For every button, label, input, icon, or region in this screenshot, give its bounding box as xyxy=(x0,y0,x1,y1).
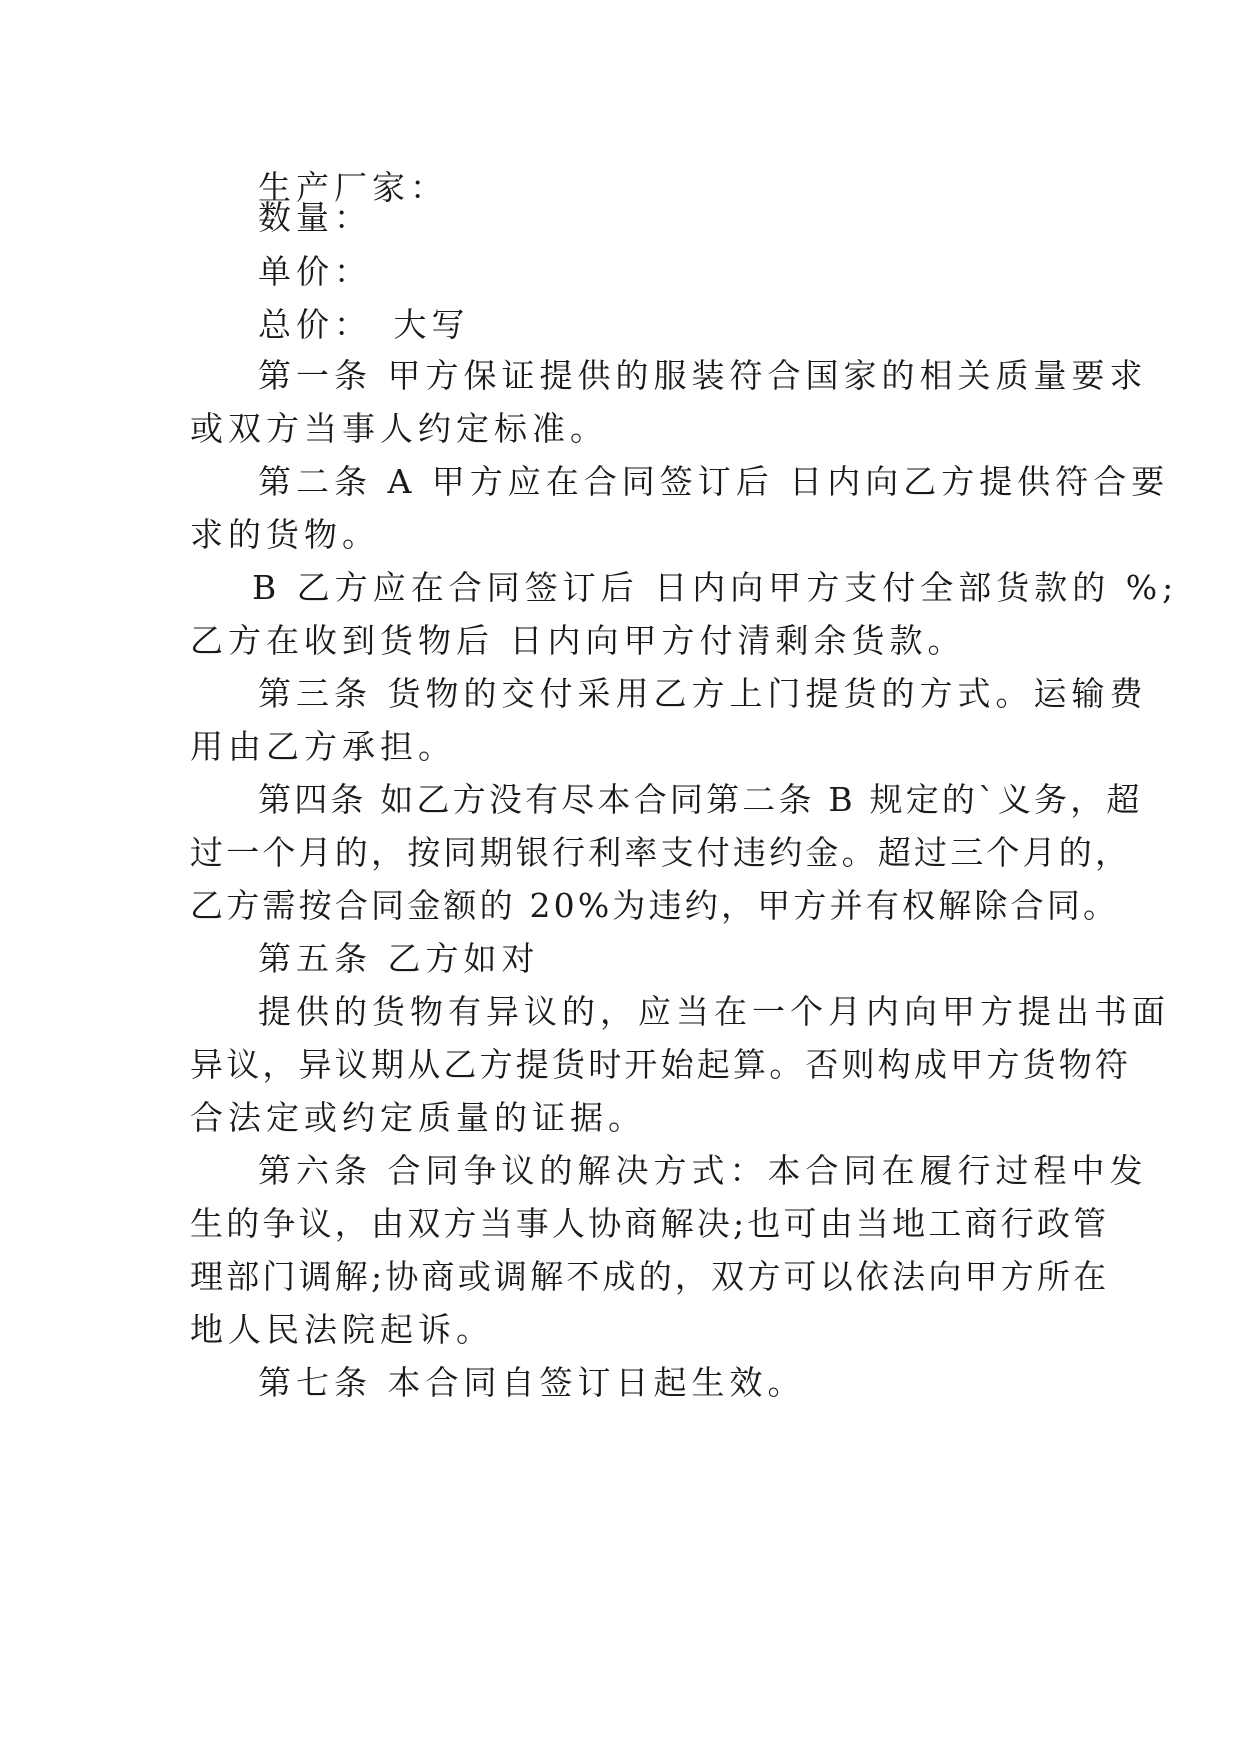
article-5-line-2: 提供的货物有异议的，应当在一个月内向甲方提出书面 xyxy=(258,992,1170,1031)
article-4-line-2: 过一个月的，按同期银行利率支付违约金。超过三个月的， xyxy=(190,833,1132,872)
article-2a-line-2: 求的货物。 xyxy=(190,515,380,554)
field-unit-price: 单价： xyxy=(258,252,372,291)
article-6-line-3: 理部门调解;协商或调解不成的，双方可以依法向甲方所在 xyxy=(190,1257,1110,1296)
article-7-line-1: 第七条 本合同自签订日起生效。 xyxy=(258,1363,806,1402)
field-manufacturer: 生产厂家： xyxy=(258,168,448,207)
article-1-line-2: 或双方当事人约定标准。 xyxy=(190,409,608,448)
field-quantity: 数量： xyxy=(258,198,372,237)
article-5-line-3: 异议，异议期从乙方提货时开始起算。否则构成甲方货物符 xyxy=(190,1045,1132,1084)
field-total-price: 总价： 大写 xyxy=(258,305,470,344)
article-1-line-1: 第一条 甲方保证提供的服装符合国家的相关质量要求 xyxy=(258,356,1148,395)
article-2b-line-1: B 乙方应在合同签订后 日内向甲方支付全部货款的 %; xyxy=(252,568,1179,607)
article-6-line-4: 地人民法院起诉。 xyxy=(190,1310,494,1349)
article-5-line-4: 合法定或约定质量的证据。 xyxy=(190,1098,646,1137)
article-4-line-1: 第四条 如乙方没有尽本合同第二条 B 规定的`义务，超 xyxy=(258,780,1143,819)
article-6-line-1: 第六条 合同争议的解决方式：本合同在履行过程中发 xyxy=(258,1151,1148,1190)
article-3-line-2: 用由乙方承担。 xyxy=(190,727,456,766)
article-6-line-2: 生的争议，由双方当事人协商解决;也可由当地工商行政管 xyxy=(190,1204,1110,1243)
article-3-line-1: 第三条 货物的交付采用乙方上门提货的方式。运输费 xyxy=(258,674,1148,713)
article-2a-line-1: 第二条 A 甲方应在合同签订后 日内向乙方提供符合要 xyxy=(258,462,1170,501)
article-4-line-3: 乙方需按合同金额的 20%为违约，甲方并有权解除合同。 xyxy=(190,886,1120,925)
article-5-line-1: 第五条 乙方如对 xyxy=(258,939,540,978)
article-2b-line-2: 乙方在收到货物后 日内向甲方付清剩余货款。 xyxy=(190,621,966,660)
